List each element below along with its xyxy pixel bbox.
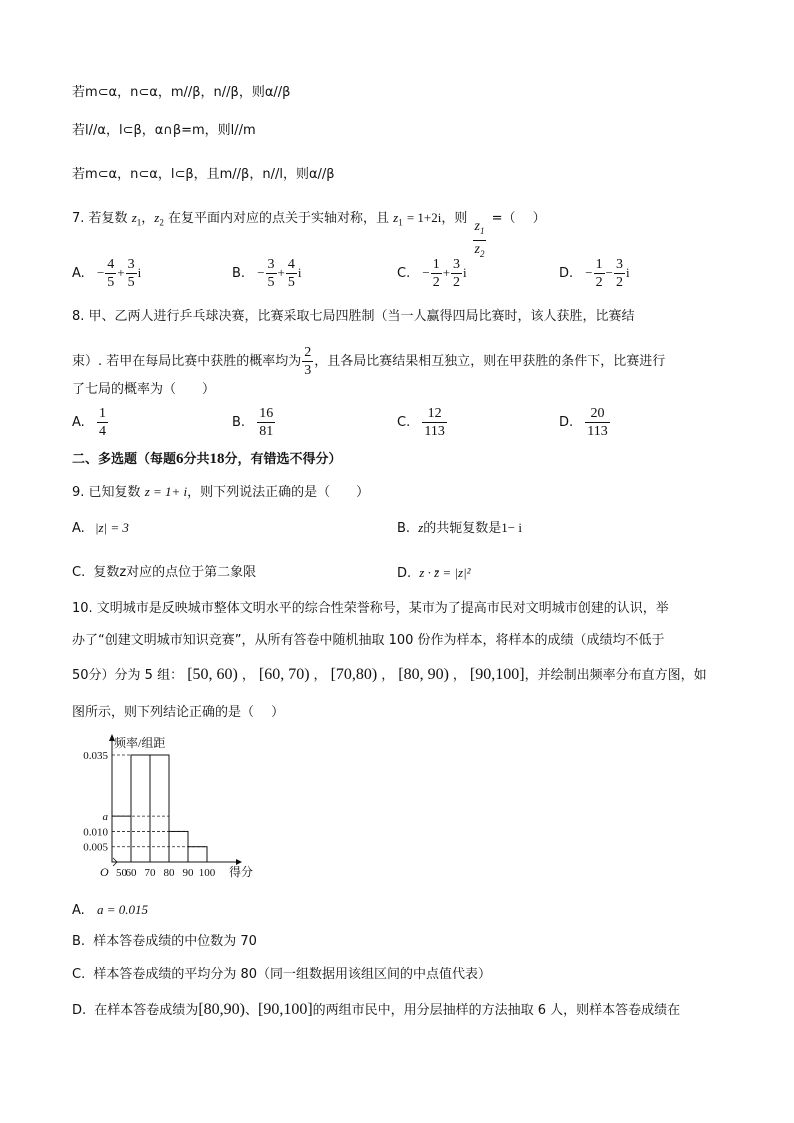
q10-option-b-text: 样本答卷成绩的中位数为 70 [93,934,257,949]
section-heading-num: 18 [209,451,225,467]
q9-option-c [72,564,256,582]
y-tick-label: a [102,811,108,824]
q6-option-d-text: 若m⊂α，n⊂α，l⊂β，且m//β，n//l，则α//β [72,167,335,182]
q6-option-c [72,122,256,140]
q10-option-c [72,966,491,984]
y-axis-label: 频率/组距 [114,736,166,750]
q6-option-b-text: 若m⊂α，n⊂α，m//β，n//β，则α//β [72,85,291,100]
fraction-numerator: 16 [259,406,274,421]
option-label: A. [72,415,85,430]
q10-line1: 10. 文明城市是反映城市整体文明水平的综合性荣誉称号，某市为了提高市民对文明城市创建的认识，举 [72,601,669,616]
option-sign: − [257,265,265,280]
q7-z1-value: = 1+2i [406,210,442,225]
fraction-numerator: 3 [267,257,275,272]
fraction-numerator: 4 [107,257,115,272]
fraction-denominator: 5 [127,275,135,290]
interval-label: [90,100] [469,666,525,683]
q10-intervals: [50, 60) ， [60, 70) ， [70,80) ， [80, 90) ， [90,100] [187,666,525,683]
q8-option-d [559,405,611,440]
q10-option-d-text: 的两组市民中，用分层抽样的方法抽取 6 人，则样本答卷成绩在 [312,1003,681,1018]
q8-line2-part: ，且各局比赛结果相互独立，则在甲获胜的条件下，比赛进行 [314,354,666,369]
q9-stem-part: 9. 已知复数 [72,485,141,500]
fraction-numerator: 1 [98,406,106,421]
q10-option-a-label: A. [72,903,85,918]
q10-line3-part: 50分）分为 5 组： [72,668,184,683]
option-sign: − [585,265,593,280]
fraction-denominator: 2 [595,275,603,290]
q10-option-d [72,1000,680,1021]
x-axis-label: 得分 [229,865,254,879]
x-tick-label: 100 [198,867,216,879]
q10-line3-part: ，并绘制出频率分布直方图，如 [524,668,707,683]
option-operator: + [117,265,125,280]
q9-stem-part: ，则下列说法正确的是（ ） [187,485,370,500]
fraction-denominator: 5 [287,275,295,290]
histogram-bar [150,755,169,862]
fraction-denominator: 5 [267,275,275,290]
fraction-numerator: 3 [615,257,623,272]
fraction-numerator: 1 [432,257,440,272]
y-tick-label: 0.005 [83,841,108,854]
interval-label: [70,80) [330,666,378,683]
q9-option-b-value: 1− i [501,520,522,535]
q9-option-c-label: C. [72,565,86,580]
q7-stem-part: ，则 [441,211,468,226]
q6-option-c-text: 若l//α，l⊂β，α∩β=m，则l//m [72,123,256,138]
option-operator: − [605,265,613,280]
option-label: B. [232,415,246,430]
q9-option-a-text: |z| = 3 [94,520,129,535]
option-label: D. [559,415,574,430]
imaginary-unit: i [137,265,142,280]
interval-label: [80, 90) [398,666,449,683]
q10-option-d-sep: 、 [244,1003,258,1018]
q10-option-d-text: 在样本答卷成绩为 [94,1003,199,1018]
q8-option-c [397,405,448,440]
origin-label: O [100,865,109,879]
q10-option-d-interval: [90,100] [257,1001,313,1018]
interval-label: [50, 60) [187,666,238,683]
q7-option-b [232,256,302,291]
q8-line2 [72,344,665,379]
section-heading-num: 6 [176,451,184,467]
q9-option-c-text: 复数z对应的点位于第二象限 [93,565,257,580]
histogram-bar [131,755,150,862]
option-operator: + [277,265,285,280]
q10-option-c-text: 样本答卷成绩的平均分为 80（同一组数据用该组区间的中点值代表） [93,967,492,982]
fraction-numerator: 4 [287,257,295,272]
q8-option-a [72,405,109,440]
fraction-denominator: 2 [432,275,440,290]
fraction-denominator: 113 [587,424,608,439]
option-sign: − [96,265,105,280]
q10-option-b [72,933,257,951]
q7-option-d [559,256,630,291]
histogram-bar [188,847,207,862]
imaginary-unit: i [625,265,630,280]
q10-line4: 图所示，则下列结论正确的是（ ） [72,705,285,720]
option-label: B. [232,266,246,281]
q10-option-c-label: C. [72,967,86,982]
q9-option-a [72,519,129,538]
fraction-numerator: 20 [590,406,605,421]
q7-option-c [397,256,467,291]
fraction-denominator: 2 [453,275,461,290]
fraction-denominator: 113 [424,424,445,439]
histogram-bar [112,816,131,862]
q8-option-b [232,405,276,440]
section-heading-part: 分，有错选不得分） [224,452,342,467]
option-sign: − [422,265,430,280]
q9-option-b [397,519,522,538]
option-operator: + [442,265,451,280]
q6-option-b [72,84,290,102]
section-heading-part: 二、多选题（每题 [72,452,177,467]
q9-option-b-var: z [418,520,424,535]
q8-line3: 了七局的概率为（ ） [72,382,216,397]
q9-option-a-label: A. [72,521,85,536]
y-tick-label: 0.035 [83,750,108,762]
x-tick-label: 80 [163,867,175,879]
imaginary-unit: i [297,265,302,280]
imaginary-unit: i [463,265,467,280]
interval-label: [60, 70) [258,666,310,683]
fraction-numerator: 12 [427,406,442,421]
y-tick-label: 0.010 [83,826,108,839]
q8-prob-num: 2 [304,345,312,360]
q7-stem-part: 7. 若复数 [72,211,128,226]
q9-option-b-text: 的共轭复数是 [423,521,502,536]
q9-option-d-text: z · z̄ = |z|² [419,565,471,580]
option-label: D. [559,266,574,281]
option-label: A. [72,266,85,281]
fraction-numerator: 1 [595,257,603,272]
fraction-denominator: 2 [615,275,623,290]
fraction-denominator: 81 [259,424,274,439]
q7-stem-part: =（ ） [491,211,546,226]
q9-option-b-label: B. [397,521,411,536]
q10-option-d-interval: [80,90) [198,1001,245,1018]
q7-option-a [72,256,141,291]
q10-option-a-text: a = 0.015 [96,902,148,917]
option-label: C. [397,415,411,430]
q10-option-a [72,901,148,920]
q10-line3 [72,666,707,685]
q6-option-d [72,166,335,184]
section-heading [72,450,342,469]
frequency-histogram [66,732,266,888]
q9-stem [72,483,369,502]
x-tick-label: 70 [144,867,156,879]
q8-line2-part: 束）. 若甲在每局比赛中获胜的概率均为 [72,354,302,369]
fraction-denominator: 4 [98,424,106,439]
section-heading-part: 分共 [183,452,210,467]
q9-stem-eq: z = 1+ i [144,484,188,499]
x-tick-label: 50 [116,867,127,879]
q10-line2: 办了“创建文明城市知识竞赛”，从所有答卷中随机抽取 100 份作为样本，将样本的成绩（成绩均不低于 [72,633,665,648]
q9-option-d-label: D. [397,566,412,581]
x-tick-label: 60 [125,867,137,879]
q10-option-b-label: B. [72,934,86,949]
fraction-numerator: 3 [127,257,135,272]
q7-stem: 7. 若复数 $z_1$，$z_2$ 在复平面内对应的点关于实轴对称，且 $z_1 = 1+2i$，则 $\frac{z_1}{z_2}$ =（ ） [72,209,546,263]
x-tick-label: 90 [182,867,194,879]
option-label: C. [397,266,411,281]
q8-prob-den: 3 [304,363,312,378]
q8-line1: 8. 甲、乙两人进行乒乓球决赛，比赛采取七局四胜制（当一人赢得四局比赛时，该人获胜，比赛结 [72,309,635,324]
fraction-denominator: 5 [107,275,115,290]
q10-option-d-label: D. [72,1003,87,1018]
q9-option-d [397,564,471,583]
q7-stem-part: 在复平面内对应的点关于实轴对称，且 [167,211,389,226]
fraction-numerator: 3 [453,257,461,272]
